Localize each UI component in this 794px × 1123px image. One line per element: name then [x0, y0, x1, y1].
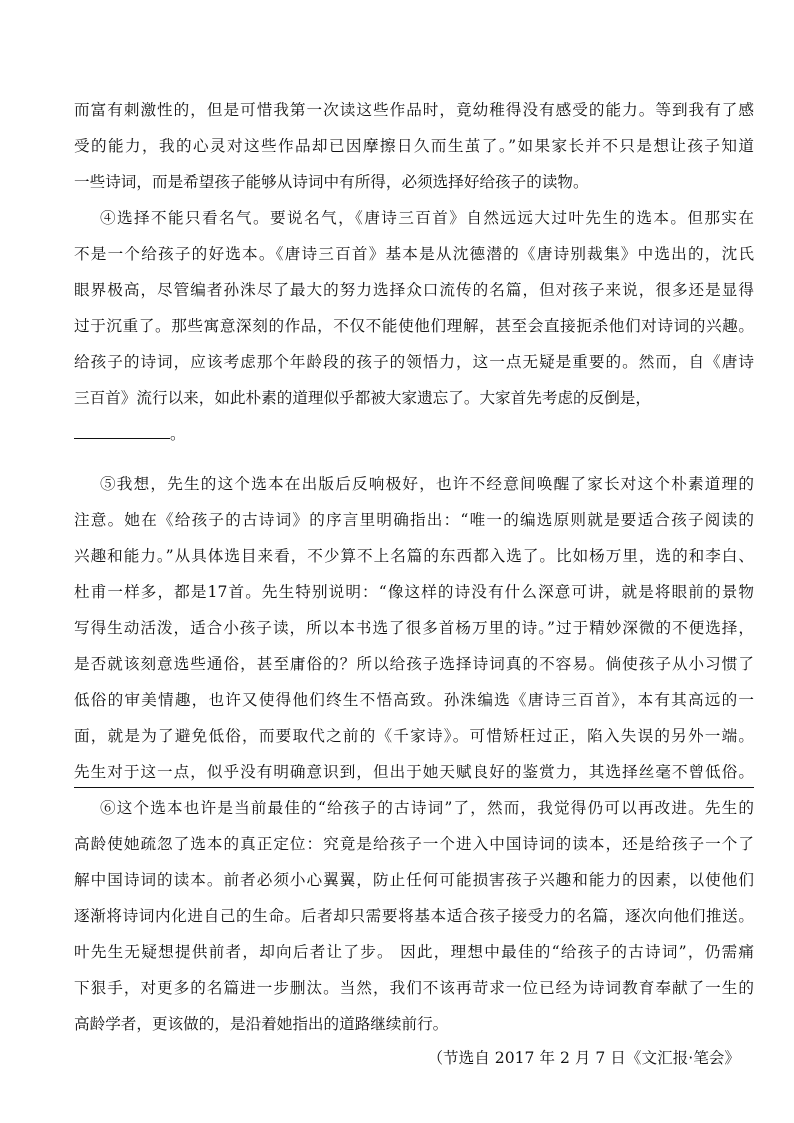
blank-period: 。 — [170, 425, 186, 443]
paragraph-5-line: 面，就是为了避免低俗，而要取代之前的《千家诗》。可惜矫枉过正，陷入失误的另外一端。 — [74, 727, 754, 745]
paragraph-4-line: 不是一个给孩子的好选本。《唐诗三百首》基本是从沈德潜的《唐诗别裁集》中选出的，沈氏 — [74, 245, 754, 263]
paragraph-6-line: 高龄学者，更该做的，是沿着她指出的道路继续前行。 — [74, 1015, 449, 1033]
source-citation: （节选自 2017 年 2 月 7 日《文汇报·笔会》 — [427, 1049, 740, 1067]
paragraph-6-line: ⑥这个选本也许是当前最佳的“给孩子的古诗词”了，然而，我觉得仍可以再改进。先生的 — [100, 799, 754, 817]
paragraph-4-line: 过于沉重了。那些寓意深刻的作品，不仅不能使他们理解，甚至会直接扼杀他们对诗词的兴趣。 — [74, 317, 754, 335]
paragraph-5-line: 兴趣和能力。”从具体选目来看，不少算不上名篇的东西都入选了。比如杨万里，选的和李白、 — [74, 547, 754, 565]
paragraph-4-line: 给孩子的诗词，应该考虑那个年龄段的孩子的领悟力，这一点无疑是重要的。然而，自《唐诗 — [74, 353, 754, 371]
paragraph-5-line: 低俗的审美情趣，也许又使得他们终生不悟高致。孙洙编选《唐诗三百首》，本有其高远的一 — [74, 691, 754, 709]
underlined-sentence: 先生对于这一点，似乎没有明确意识到，但出于她天赋良好的鉴赏力，其选择丝毫不曾低俗。 — [74, 758, 754, 788]
answer-blank[interactable] — [74, 420, 170, 439]
answer-blank-line — [74, 420, 754, 448]
paragraph-6-line: 解中国诗词的读本。前者必须小心翼翼，防止任何可能损害孩子兴趣和能力的因素，以使他们 — [74, 871, 754, 889]
paragraph-5-line: 杜甫一样多，都是17首。先生特别说明：“像这样的诗没有什么深意可讲，就是将眼前的景物 — [74, 583, 754, 601]
paragraph-4-line: 三百首》流行以来，如此朴素的道理似乎都被大家遗忘了。大家首先考虑的反倒是， — [74, 389, 651, 407]
paragraph-5-line: 写得生动活泼，适合小孩子读，所以本书选了很多首杨万里的诗。”过于精妙深微的不便选择， — [74, 619, 754, 637]
text-line: 而富有刺激性的，但是可惜我第一次读这些作品时，竟幼稚得没有感受的能力。等到我有了感 — [74, 101, 754, 119]
text-line: 受的能力，我的心灵对这些作品却已因摩擦日久而生茧了。”如果家长并不只是想让孩子知道 — [74, 137, 754, 155]
paragraph-5-line: 是否就该刻意选些通俗，甚至庸俗的？所以给孩子选择诗词真的不容易。倘使孩子从小习惯了 — [74, 655, 754, 673]
paragraph-6-line: 逐渐将诗词内化进自己的生命。后者却只需要将基本适合孩子接受力的名篇，逐次向他们推送。 — [74, 907, 754, 925]
paragraph-4-line: 眼界极高，尽管编者孙洙尽了最大的努力选择众口流传的名篇，但对孩子来说，很多还是显得 — [74, 281, 754, 299]
paragraph-6-line: 高龄使她疏忽了选本的真正定位：究竟是给孩子一个进入中国诗词的读本，还是给孩子一个了 — [74, 835, 754, 853]
paragraph-6-line: 叶先生无疑想提供前者，却向后者让了步。 因此，理想中最佳的“给孩子的古诗词”，仍需痛 — [74, 943, 754, 961]
paragraph-6-line: 下狠手，对更多的名篇进一步删汰。当然，我们不该再苛求一位已经为诗词教育奉献了一生的 — [74, 979, 754, 997]
paragraph-5-line: ⑤我想，先生的这个选本在出版后反响极好，也许不经意间唤醒了家长对这个朴素道理的 — [100, 475, 754, 493]
paragraph-5-line: 注意。她在《给孩子的古诗词》的序言里明确指出：“唯一的编选原则就是要适合孩子阅读的 — [74, 511, 754, 529]
text-line: 一些诗词，而是希望孩子能够从诗词中有所得，必须选择好给孩子的读物。 — [74, 173, 589, 191]
paragraph-4-line: ④选择不能只看名气。要说名气，《唐诗三百首》自然远远大过叶先生的选本。但那实在 — [100, 209, 754, 227]
